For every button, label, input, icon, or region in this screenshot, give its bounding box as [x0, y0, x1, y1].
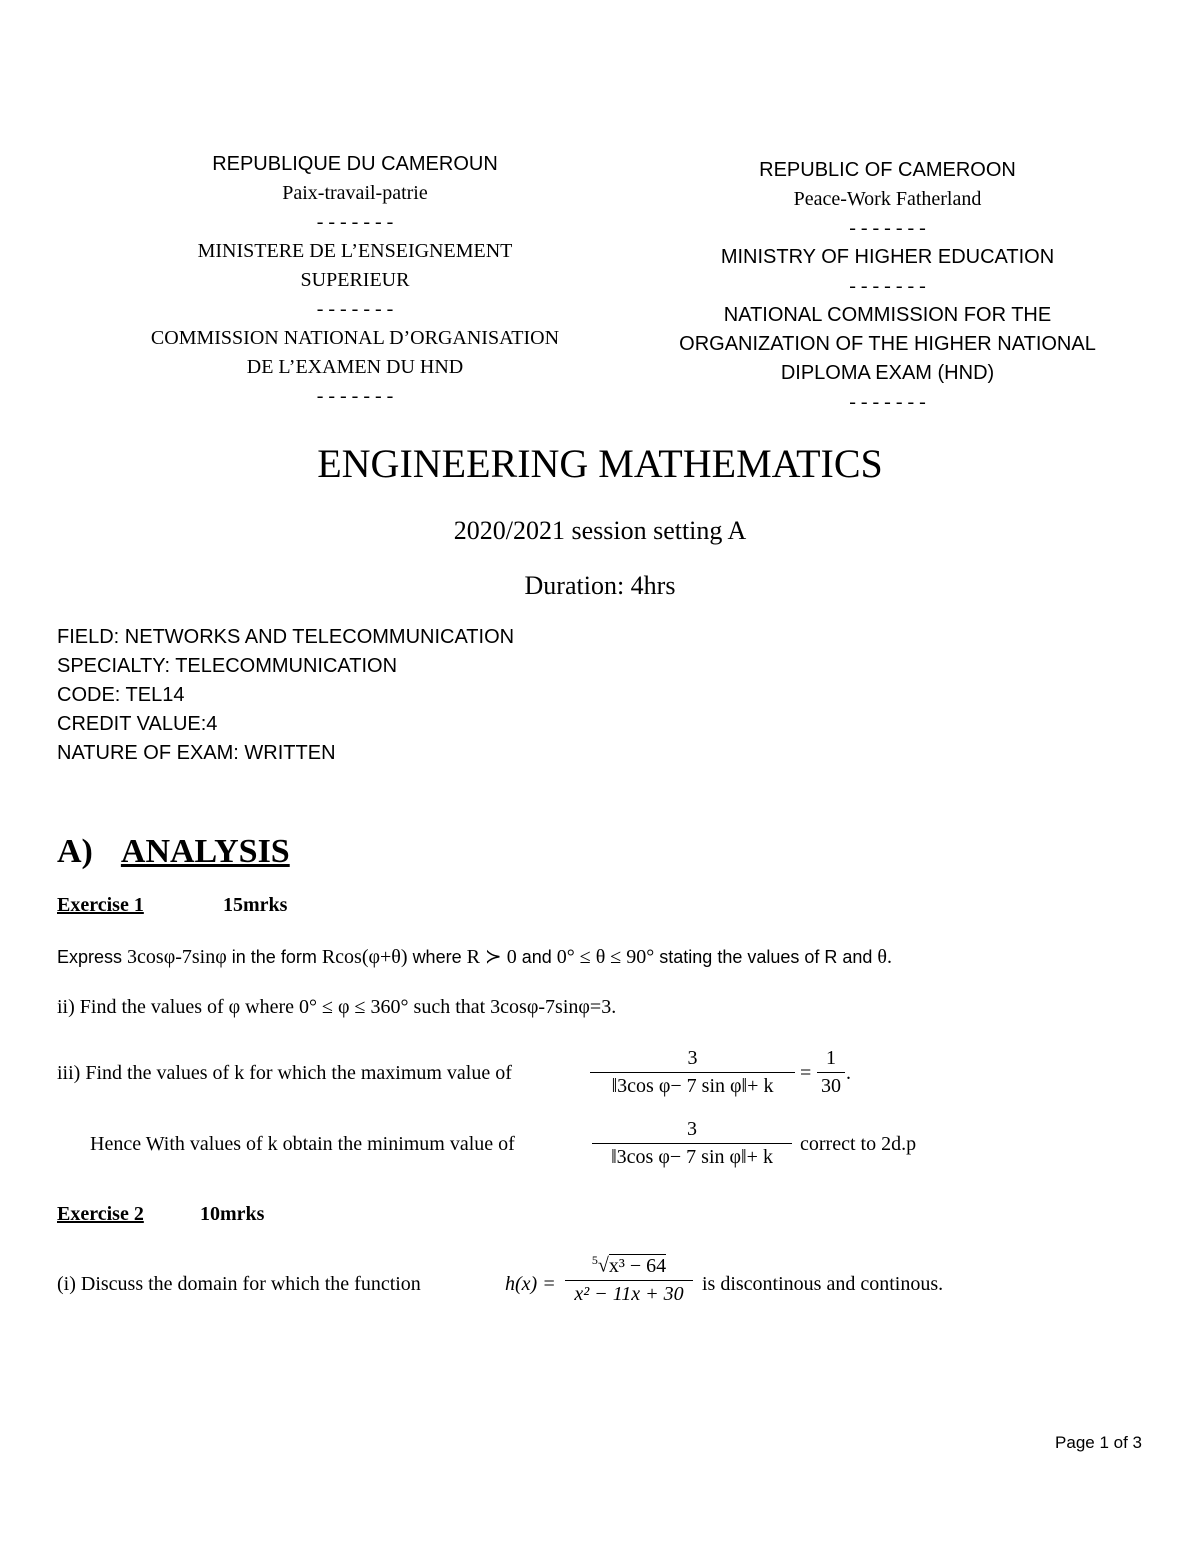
- fraction-denominator: x² − 11x + 30: [574, 1282, 684, 1305]
- fraction-numerator: 1: [817, 1047, 845, 1073]
- code-line: CODE: TEL14: [57, 684, 185, 706]
- fraction: [565, 1253, 693, 1306]
- radicand: x³ − 64: [608, 1254, 667, 1277]
- fraction-numerator: $^5$√x³ − 64: [565, 1253, 693, 1281]
- exercise-marks: 15mrks: [223, 894, 288, 916]
- exam-info: [57, 623, 514, 768]
- header-line: Peace-Work Fatherland: [793, 188, 982, 210]
- header-line: REPUBLIC OF CAMEROON: [759, 159, 1016, 181]
- header-line: MINISTRY OF HIGHER EDUCATION: [720, 246, 1055, 268]
- question-text: .: [887, 946, 893, 968]
- question-text: Express: [57, 947, 123, 967]
- exercise-name: Exercise 1: [57, 894, 144, 916]
- header-separator: - - - - - - -: [316, 211, 394, 233]
- math-expression: θ: [877, 946, 888, 968]
- question-text: is discontinous and continous.: [702, 1273, 944, 1295]
- header-line: SUPERIEUR: [300, 269, 410, 291]
- header-separator: - - - - - - -: [316, 298, 394, 320]
- fraction-numerator: 3: [592, 1118, 792, 1144]
- exercise-marks: 10mrks: [200, 1203, 265, 1225]
- question-text: iii) Find the values of k for which the maximum value of: [57, 1062, 512, 1084]
- header-separator: - - - - - - -: [849, 391, 926, 413]
- fraction-denominator: ‖3cos φ− 7 sin φ‖+ k: [611, 1146, 773, 1168]
- root-index: 5: [591, 1253, 598, 1267]
- header-line: COMMISSION NATIONAL D’ORGANISATION: [150, 327, 560, 349]
- math-expression: Rcos(φ+θ): [321, 946, 408, 968]
- header-separator: - - - - - - -: [316, 385, 394, 407]
- header-line: ORGANIZATION OF THE HIGHER NATIONAL: [679, 333, 1096, 355]
- question-text: in the form: [231, 947, 317, 967]
- math-expression: 0° ≤ θ ≤ 90°: [556, 946, 655, 968]
- question-line: ii) Find the values of φ where 0° ≤ φ ≤ 360° such that 3cosφ-7sinφ=3.: [57, 996, 617, 1018]
- question-text: .: [846, 1062, 851, 1084]
- specialty-line: SPECIALTY: TELECOMMUNICATION: [57, 655, 398, 677]
- nature-line: NATURE OF EXAM: WRITTEN: [57, 742, 336, 764]
- equals-sign: =: [800, 1062, 812, 1084]
- question-text: stating the values of R and: [659, 947, 873, 967]
- header-line: DIPLOMA EXAM (HND): [780, 362, 995, 384]
- header-french: [105, 150, 605, 411]
- duration-label: Duration: 4hrs: [524, 571, 676, 600]
- section-letter: A): [57, 833, 93, 870]
- fraction: [590, 1047, 795, 1098]
- exercise-name: Exercise 2: [57, 1203, 144, 1225]
- fraction-denominator: ‖3cos φ− 7 sin φ‖+ k: [611, 1075, 774, 1097]
- question-text: and: [521, 947, 552, 967]
- section-name: ANALYSIS: [120, 833, 290, 870]
- question-text: (i) Discuss the domain for which the function: [57, 1273, 421, 1295]
- header-line: REPUBLIQUE DU CAMEROUN: [212, 153, 498, 175]
- header-line: MINISTERE DE L’ENSEIGNEMENT: [197, 240, 513, 262]
- math-expression: R ≻ 0: [466, 946, 517, 968]
- page-title: ENGINEERING MATHEMATICS: [317, 441, 883, 486]
- fraction-numerator: 3: [590, 1047, 795, 1073]
- question-line: [57, 944, 892, 969]
- header-separator: - - - - - - -: [849, 275, 926, 297]
- fraction: [817, 1047, 845, 1098]
- header-line: Paix-travail-patrie: [282, 182, 428, 204]
- math-expression: 3cosφ-7sinφ: [127, 946, 227, 968]
- session-label: 2020/2021 session setting A: [453, 516, 747, 545]
- page-number: Page 1 of 3: [1055, 1433, 1142, 1452]
- exercise-heading: [57, 894, 287, 917]
- question-text: Hence With values of k obtain the minimum value of: [90, 1133, 515, 1155]
- credit-line: CREDIT VALUE:4: [57, 713, 218, 735]
- header-english: [635, 156, 1140, 417]
- header-line: DE L’EXAMEN DU HND: [246, 356, 464, 378]
- header-line: NATIONAL COMMISSION FOR THE: [723, 304, 1052, 326]
- function-lhs: h(x) =: [505, 1273, 556, 1295]
- question-text: where: [412, 947, 462, 967]
- section-heading: [57, 833, 290, 871]
- field-line: FIELD: NETWORKS AND TELECOMMUNICATION: [57, 626, 515, 648]
- fraction: [592, 1118, 792, 1169]
- header-separator: - - - - - - -: [849, 217, 926, 239]
- question-text: correct to 2d.p: [800, 1133, 917, 1155]
- fraction-denominator: 30: [821, 1075, 841, 1097]
- exercise-heading: [57, 1203, 264, 1226]
